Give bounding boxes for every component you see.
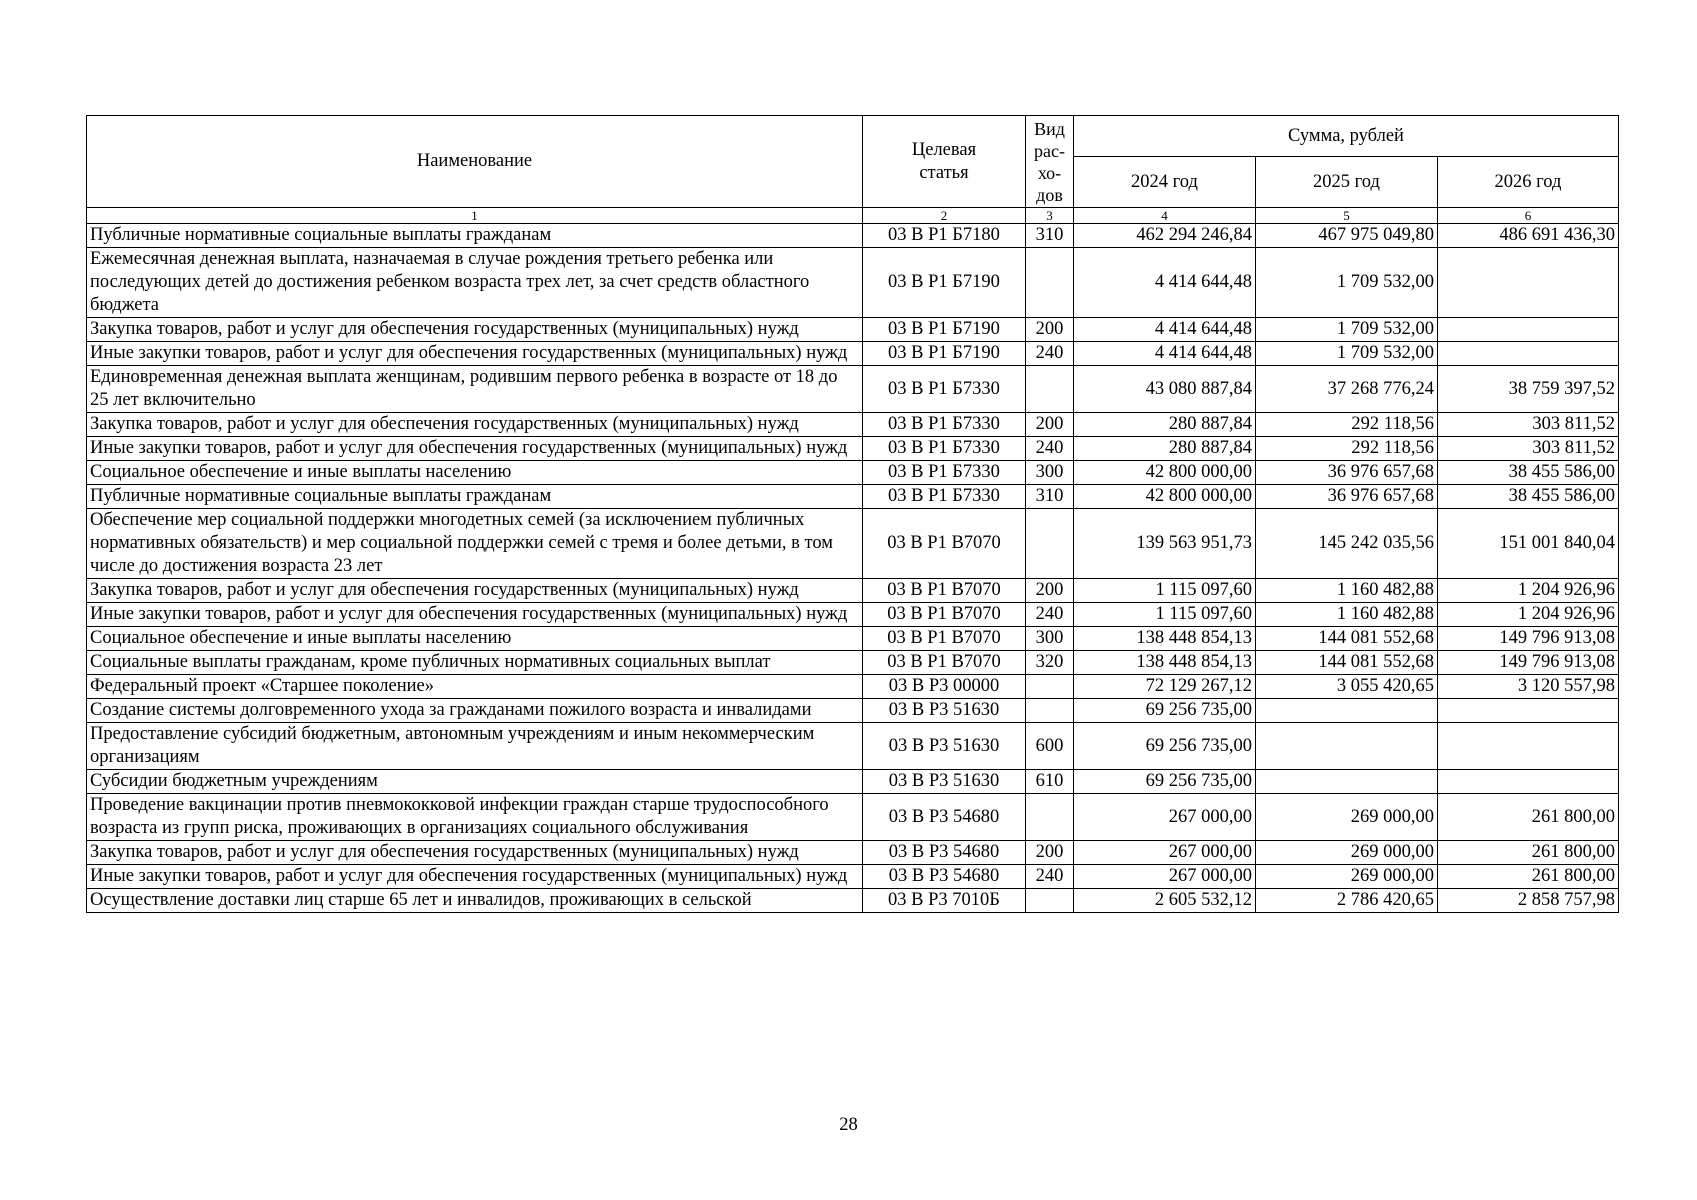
table-row — [87, 794, 1619, 841]
row-sum-2026: 149 796 913,08 — [1438, 627, 1619, 651]
row-sum-2025: 37 268 776,24 — [1256, 366, 1438, 413]
row-name: Закупка товаров, работ и услуг для обеспечения государственных (муниципальных) нужд — [87, 841, 863, 865]
row-name: Создание системы долговременного ухода за гражданами пожилого возраста и инвалидами — [87, 699, 863, 723]
row-name: Социальное обеспечение и иные выплаты населению — [87, 461, 863, 485]
row-sum-2024: 462 294 246,84 — [1074, 224, 1256, 248]
row-name: Федеральный проект «Старшее поколение» — [87, 675, 863, 699]
table-row — [87, 889, 1619, 913]
row-target-code: 03 В Р1 Б7330 — [863, 366, 1026, 413]
row-target-code: 03 В Р1 В7070 — [863, 651, 1026, 675]
row-sum-2024: 267 000,00 — [1074, 865, 1256, 889]
row-target-code: 03 В Р3 54680 — [863, 794, 1026, 841]
table-row — [87, 579, 1619, 603]
row-name: Иные закупки товаров, работ и услуг для обеспечения государственных (муниципальных) нужд — [87, 865, 863, 889]
row-sum-2026: 261 800,00 — [1438, 794, 1619, 841]
table-row — [87, 841, 1619, 865]
row-target-code: 03 В Р1 Б7190 — [863, 318, 1026, 342]
row-target-code: 03 В Р3 7010Б — [863, 889, 1026, 913]
row-sum-2024: 69 256 735,00 — [1074, 723, 1256, 770]
row-sum-2025: 145 242 035,56 — [1256, 509, 1438, 579]
table-row — [87, 318, 1619, 342]
row-target-code: 03 В Р3 54680 — [863, 841, 1026, 865]
row-expense-type: 310 — [1026, 224, 1074, 248]
row-expense-type: 240 — [1026, 437, 1074, 461]
row-sum-2025: 269 000,00 — [1256, 794, 1438, 841]
table-row — [87, 675, 1619, 699]
row-name: Социальные выплаты гражданам, кроме публичных нормативных социальных выплат — [87, 651, 863, 675]
table-row — [87, 413, 1619, 437]
row-sum-2025: 144 081 552,68 — [1256, 627, 1438, 651]
row-expense-type — [1026, 248, 1074, 318]
table-row — [87, 865, 1619, 889]
row-expense-type: 200 — [1026, 413, 1074, 437]
table-row — [87, 248, 1619, 318]
row-sum-2025: 3 055 420,65 — [1256, 675, 1438, 699]
row-name: Закупка товаров, работ и услуг для обеспечения государственных (муниципальных) нужд — [87, 413, 863, 437]
row-sum-2024: 2 605 532,12 — [1074, 889, 1256, 913]
table-row — [87, 651, 1619, 675]
row-expense-type: 240 — [1026, 342, 1074, 366]
row-target-code: 03 В Р3 51630 — [863, 723, 1026, 770]
row-sum-2024: 43 080 887,84 — [1074, 366, 1256, 413]
column-number: 2 — [863, 208, 1026, 224]
header-year-2025: 2025 год — [1256, 157, 1438, 208]
row-name: Иные закупки товаров, работ и услуг для обеспечения государственных (муниципальных) нужд — [87, 437, 863, 461]
row-name: Закупка товаров, работ и услуг для обеспечения государственных (муниципальных) нужд — [87, 318, 863, 342]
row-sum-2024: 267 000,00 — [1074, 841, 1256, 865]
table-row — [87, 485, 1619, 509]
row-sum-2024: 139 563 951,73 — [1074, 509, 1256, 579]
header-year-2026: 2026 год — [1438, 157, 1619, 208]
row-sum-2024: 72 129 267,12 — [1074, 675, 1256, 699]
header-year-2024: 2024 год — [1074, 157, 1256, 208]
row-sum-2026: 38 759 397,52 — [1438, 366, 1619, 413]
row-sum-2026: 38 455 586,00 — [1438, 461, 1619, 485]
column-number: 6 — [1438, 208, 1619, 224]
row-target-code: 03 В Р1 В7070 — [863, 509, 1026, 579]
row-expense-type: 200 — [1026, 579, 1074, 603]
row-target-code: 03 В Р1 Б7330 — [863, 461, 1026, 485]
row-sum-2026: 303 811,52 — [1438, 413, 1619, 437]
header-code-line2: статья — [919, 162, 969, 183]
row-sum-2025: 144 081 552,68 — [1256, 651, 1438, 675]
row-expense-type: 610 — [1026, 770, 1074, 794]
column-number: 3 — [1026, 208, 1074, 224]
row-sum-2026 — [1438, 770, 1619, 794]
table-row — [87, 342, 1619, 366]
row-sum-2024: 42 800 000,00 — [1074, 485, 1256, 509]
row-sum-2024: 4 414 644,48 — [1074, 318, 1256, 342]
row-sum-2026: 261 800,00 — [1438, 841, 1619, 865]
row-expense-type — [1026, 509, 1074, 579]
table-row — [87, 603, 1619, 627]
row-sum-2026 — [1438, 699, 1619, 723]
row-sum-2026 — [1438, 342, 1619, 366]
row-target-code: 03 В Р1 Б7190 — [863, 248, 1026, 318]
row-expense-type: 600 — [1026, 723, 1074, 770]
row-expense-type: 240 — [1026, 865, 1074, 889]
row-expense-type — [1026, 794, 1074, 841]
header-code — [863, 116, 1026, 208]
table-row — [87, 509, 1619, 579]
row-name: Публичные нормативные социальные выплаты гражданам — [87, 485, 863, 509]
row-sum-2026: 38 455 586,00 — [1438, 485, 1619, 509]
row-target-code: 03 В Р1 В7070 — [863, 627, 1026, 651]
row-sum-2024: 138 448 854,13 — [1074, 627, 1256, 651]
row-target-code: 03 В Р1 Б7330 — [863, 437, 1026, 461]
table-header — [87, 116, 1619, 224]
table-row — [87, 627, 1619, 651]
row-sum-2024: 69 256 735,00 — [1074, 699, 1256, 723]
row-sum-2025: 292 118,56 — [1256, 437, 1438, 461]
row-sum-2025: 269 000,00 — [1256, 865, 1438, 889]
row-sum-2025: 1 160 482,88 — [1256, 579, 1438, 603]
table-row — [87, 461, 1619, 485]
row-sum-2026: 149 796 913,08 — [1438, 651, 1619, 675]
table-row — [87, 437, 1619, 461]
page-number: 28 — [839, 1115, 858, 1135]
row-target-code: 03 В Р1 В7070 — [863, 603, 1026, 627]
row-name: Проведение вакцинации против пневмококковой инфекции граждан старше трудоспособного возраста из групп риска, проживающих в организациях социального обслуживания — [87, 794, 863, 841]
column-number-row — [87, 208, 1619, 224]
row-sum-2025: 2 786 420,65 — [1256, 889, 1438, 913]
row-name: Субсидии бюджетным учреждениям — [87, 770, 863, 794]
row-name: Публичные нормативные социальные выплаты гражданам — [87, 224, 863, 248]
row-sum-2024: 280 887,84 — [1074, 437, 1256, 461]
row-target-code: 03 В Р3 54680 — [863, 865, 1026, 889]
table-row — [87, 224, 1619, 248]
row-expense-type: 310 — [1026, 485, 1074, 509]
row-expense-type: 200 — [1026, 318, 1074, 342]
row-sum-2025: 292 118,56 — [1256, 413, 1438, 437]
header-name: Наименование — [87, 116, 863, 208]
row-sum-2024: 1 115 097,60 — [1074, 579, 1256, 603]
header-type-line: дов — [1036, 184, 1063, 205]
row-expense-type — [1026, 699, 1074, 723]
row-name: Иные закупки товаров, работ и услуг для обеспечения государственных (муниципальных) нужд — [87, 603, 863, 627]
column-number: 1 — [87, 208, 863, 224]
row-sum-2024: 69 256 735,00 — [1074, 770, 1256, 794]
row-sum-2025: 36 976 657,68 — [1256, 485, 1438, 509]
row-sum-2025: 269 000,00 — [1256, 841, 1438, 865]
row-expense-type: 300 — [1026, 627, 1074, 651]
row-sum-2025: 1 709 532,00 — [1256, 318, 1438, 342]
header-code-line1: Целевая — [911, 139, 977, 160]
row-expense-type: 320 — [1026, 651, 1074, 675]
row-name: Осуществление доставки лиц старше 65 лет и инвалидов, проживающих в сельской — [87, 889, 863, 913]
table-row — [87, 723, 1619, 770]
row-expense-type — [1026, 889, 1074, 913]
row-sum-2024: 1 115 097,60 — [1074, 603, 1256, 627]
column-number: 5 — [1256, 208, 1438, 224]
row-name: Обеспечение мер социальной поддержки многодетных семей (за исключением публичных нормативных обязательств) и мер социальной поддержки семей с тремя и более детьми, в том числе до достижения возраста 23 лет — [87, 509, 863, 579]
row-target-code: 03 В Р1 В7070 — [863, 579, 1026, 603]
row-sum-2025 — [1256, 699, 1438, 723]
row-sum-2026: 151 001 840,04 — [1438, 509, 1619, 579]
row-sum-2026 — [1438, 723, 1619, 770]
row-name: Предоставление субсидий бюджетным, автономным учреждениям и иным некоммерческим организациям — [87, 723, 863, 770]
row-target-code: 03 В Р3 00000 — [863, 675, 1026, 699]
row-expense-type — [1026, 366, 1074, 413]
row-sum-2024: 42 800 000,00 — [1074, 461, 1256, 485]
row-name: Ежемесячная денежная выплата, назначаемая в случае рождения третьего ребенка или последующих детей до достижения ребенком возраста трех лет, за счет средств областного бюджета — [87, 248, 863, 318]
row-sum-2026: 2 858 757,98 — [1438, 889, 1619, 913]
row-sum-2026: 261 800,00 — [1438, 865, 1619, 889]
row-target-code: 03 В Р1 Б7330 — [863, 485, 1026, 509]
row-expense-type: 300 — [1026, 461, 1074, 485]
row-name: Социальное обеспечение и иные выплаты населению — [87, 627, 863, 651]
header-type-line: Вид — [1034, 118, 1065, 139]
row-target-code: 03 В Р1 Б7180 — [863, 224, 1026, 248]
table-row — [87, 699, 1619, 723]
row-sum-2025: 36 976 657,68 — [1256, 461, 1438, 485]
row-name: Иные закупки товаров, работ и услуг для обеспечения государственных (муниципальных) нужд — [87, 342, 863, 366]
row-expense-type — [1026, 675, 1074, 699]
header-sum: Сумма, рублей — [1074, 116, 1619, 157]
row-sum-2024: 4 414 644,48 — [1074, 248, 1256, 318]
row-sum-2026: 486 691 436,30 — [1438, 224, 1619, 248]
budget-table — [86, 115, 1619, 913]
row-sum-2025: 467 975 049,80 — [1256, 224, 1438, 248]
row-name: Единовременная денежная выплата женщинам, родившим первого ребенка в возрасте от 18 до 25 лет включительно — [87, 366, 863, 413]
header-type — [1026, 116, 1074, 208]
row-sum-2024: 4 414 644,48 — [1074, 342, 1256, 366]
column-number: 4 — [1074, 208, 1256, 224]
table-body — [87, 224, 1619, 913]
row-sum-2025: 1 160 482,88 — [1256, 603, 1438, 627]
header-type-line: хо- — [1037, 162, 1062, 183]
header-type-line: рас- — [1034, 140, 1065, 161]
row-expense-type: 240 — [1026, 603, 1074, 627]
row-target-code: 03 В Р3 51630 — [863, 770, 1026, 794]
row-sum-2025 — [1256, 770, 1438, 794]
table-row — [87, 366, 1619, 413]
row-sum-2026 — [1438, 248, 1619, 318]
row-sum-2026 — [1438, 318, 1619, 342]
row-sum-2024: 138 448 854,13 — [1074, 651, 1256, 675]
row-sum-2026: 303 811,52 — [1438, 437, 1619, 461]
row-sum-2024: 280 887,84 — [1074, 413, 1256, 437]
row-sum-2026: 1 204 926,96 — [1438, 603, 1619, 627]
row-target-code: 03 В Р1 Б7330 — [863, 413, 1026, 437]
row-target-code: 03 В Р1 Б7190 — [863, 342, 1026, 366]
row-target-code: 03 В Р3 51630 — [863, 699, 1026, 723]
row-name: Закупка товаров, работ и услуг для обеспечения государственных (муниципальных) нужд — [87, 579, 863, 603]
row-sum-2025 — [1256, 723, 1438, 770]
row-sum-2025: 1 709 532,00 — [1256, 342, 1438, 366]
row-sum-2026: 1 204 926,96 — [1438, 579, 1619, 603]
row-sum-2025: 1 709 532,00 — [1256, 248, 1438, 318]
row-sum-2026: 3 120 557,98 — [1438, 675, 1619, 699]
row-sum-2024: 267 000,00 — [1074, 794, 1256, 841]
table-row — [87, 770, 1619, 794]
row-expense-type: 200 — [1026, 841, 1074, 865]
